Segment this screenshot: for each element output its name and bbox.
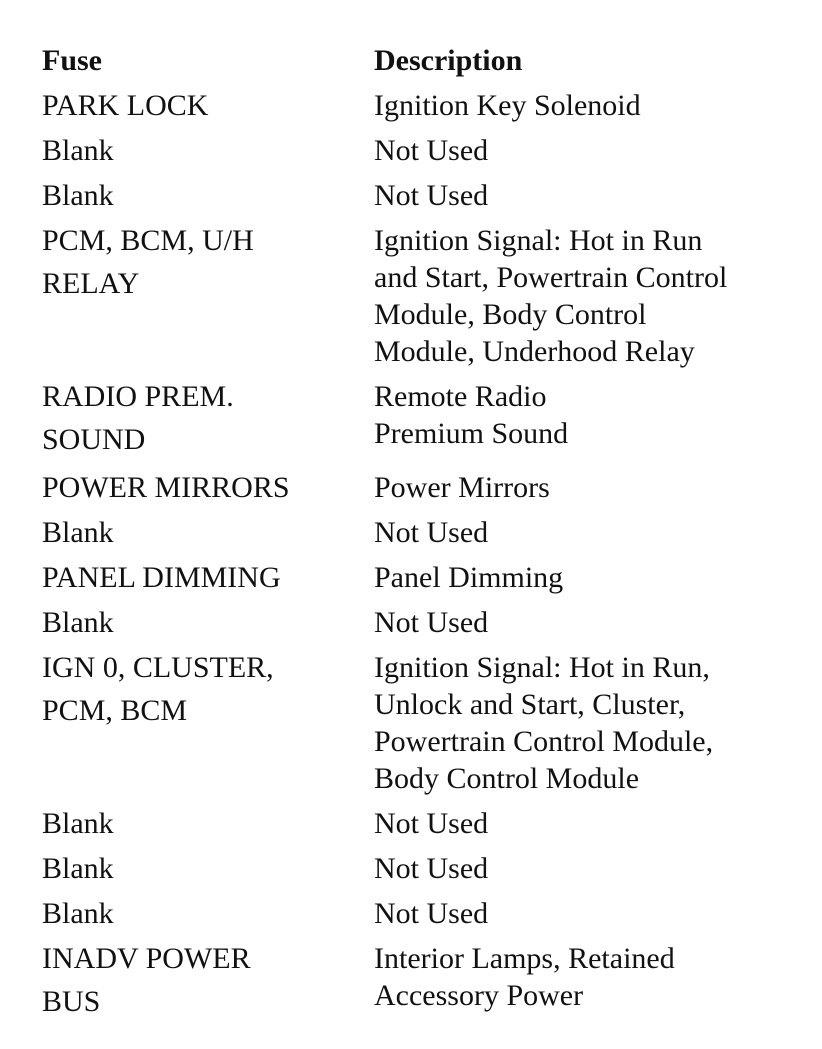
fuse-line: Blank	[42, 516, 114, 549]
description-line: Premium Sound	[374, 417, 569, 450]
table-row	[42, 378, 782, 461]
column-header-fuse: Fuse	[42, 44, 102, 77]
fuse-line: Blank	[42, 852, 114, 885]
table-row	[42, 469, 782, 506]
fuse-line: POWER MIRRORS	[42, 471, 290, 504]
description-line: Not Used	[374, 852, 489, 885]
fuse-cell	[42, 646, 374, 732]
description-line: and Start, Powertrain Control	[374, 261, 728, 294]
fuse-line: BUS	[42, 985, 101, 1018]
column-header-description: Description	[374, 44, 523, 77]
description-line: Ignition Key Solenoid	[374, 89, 641, 122]
description-cell	[374, 132, 782, 169]
fuse-line: PCM, BCM, U/H	[42, 224, 254, 257]
fuse-line: Blank	[42, 606, 114, 639]
fuse-cell	[42, 895, 374, 932]
description-line: Not Used	[374, 606, 489, 639]
fuse-cell	[42, 514, 374, 551]
table-row	[42, 895, 782, 932]
fuse-line: Blank	[42, 807, 114, 840]
fuse-cell	[42, 375, 374, 461]
table-body	[42, 87, 782, 1023]
description-line: Panel Dimming	[374, 561, 564, 594]
description-line: Accessory Power	[374, 979, 584, 1012]
table-row	[42, 559, 782, 596]
description-line: Not Used	[374, 516, 489, 549]
fuse-cell	[42, 559, 374, 596]
description-line: Body Control Module	[374, 762, 640, 795]
description-line: Ignition Signal: Hot in Run,	[374, 651, 710, 684]
fuse-table	[42, 42, 782, 1031]
description-line: Unlock and Start, Cluster,	[374, 688, 686, 721]
fuse-cell	[42, 937, 374, 1023]
fuse-line: PCM, BCM	[42, 694, 188, 727]
fuse-cell	[42, 177, 374, 214]
fuse-cell	[42, 604, 374, 641]
table-row	[42, 805, 782, 842]
fuse-cell	[42, 850, 374, 887]
description-cell	[374, 222, 782, 370]
description-cell	[374, 177, 782, 214]
description-line: Module, Underhood Relay	[374, 335, 695, 368]
description-cell	[374, 604, 782, 641]
table-row	[42, 132, 782, 169]
fuse-cell	[42, 87, 374, 124]
fuse-line: Blank	[42, 134, 114, 167]
description-cell	[374, 469, 782, 506]
description-line: Remote Radio	[374, 380, 547, 413]
description-line: Power Mirrors	[374, 471, 550, 504]
fuse-cell	[42, 219, 374, 305]
fuse-cell	[42, 805, 374, 842]
table-header-row	[42, 42, 782, 79]
table-row	[42, 604, 782, 641]
description-cell	[374, 514, 782, 551]
description-line: Powertrain Control Module,	[374, 725, 714, 758]
description-line: Not Used	[374, 179, 489, 212]
description-line: Module, Body Control	[374, 298, 647, 331]
fuse-line: PANEL DIMMING	[42, 561, 281, 594]
description-cell	[374, 940, 782, 1014]
fuse-line: INADV POWER	[42, 942, 251, 975]
description-cell	[374, 378, 782, 452]
table-row	[42, 649, 782, 797]
description-cell	[374, 895, 782, 932]
fuse-line: Blank	[42, 179, 114, 212]
table-row	[42, 514, 782, 551]
description-cell	[374, 87, 782, 124]
fuse-cell	[42, 469, 374, 506]
table-row	[42, 940, 782, 1023]
fuse-line: RADIO PREM.	[42, 380, 234, 413]
description-cell	[374, 559, 782, 596]
description-cell	[374, 649, 782, 797]
fuse-line: IGN 0, CLUSTER,	[42, 651, 274, 684]
description-cell	[374, 850, 782, 887]
table-row	[42, 850, 782, 887]
fuse-line: RELAY	[42, 267, 140, 300]
description-cell	[374, 805, 782, 842]
description-line: Not Used	[374, 897, 489, 930]
fuse-line: SOUND	[42, 423, 146, 456]
description-line: Not Used	[374, 134, 489, 167]
table-row	[42, 87, 782, 124]
description-line: Not Used	[374, 807, 489, 840]
table-row	[42, 177, 782, 214]
fuse-line: Blank	[42, 897, 114, 930]
description-line: Ignition Signal: Hot in Run	[374, 224, 703, 257]
table-row	[42, 222, 782, 370]
fuse-cell	[42, 132, 374, 169]
description-line: Interior Lamps, Retained	[374, 942, 675, 975]
fuse-line: PARK LOCK	[42, 89, 209, 122]
